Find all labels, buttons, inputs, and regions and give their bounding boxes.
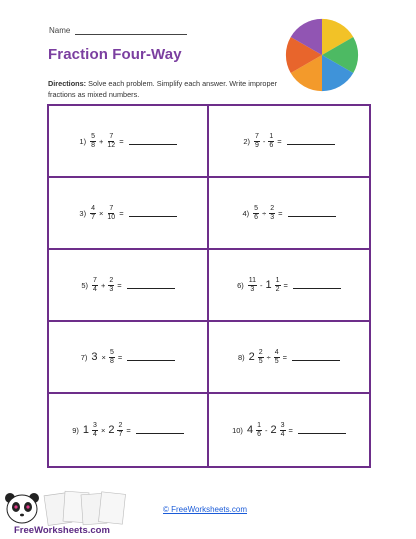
numerator: 7 xyxy=(109,204,114,212)
problem xyxy=(232,422,346,439)
equals-sign: = xyxy=(277,136,282,146)
fraction xyxy=(280,422,286,439)
numerator: 1 xyxy=(275,276,280,284)
operator: × xyxy=(99,208,104,218)
numerator: 4 xyxy=(274,348,279,356)
numerator: 5 xyxy=(91,132,95,140)
problem-number: 2) xyxy=(243,136,250,146)
numerator: 1 xyxy=(257,421,261,429)
problem xyxy=(79,133,176,150)
answer-blank[interactable] xyxy=(293,282,341,289)
fraction xyxy=(248,277,257,294)
fraction xyxy=(117,422,123,439)
fraction xyxy=(274,349,280,366)
problem-number: 1) xyxy=(79,136,87,146)
equals-sign: = xyxy=(288,425,293,435)
denominator: 8 xyxy=(91,141,95,149)
problem-cell xyxy=(49,322,209,394)
problem xyxy=(81,349,175,366)
fraction xyxy=(258,349,264,366)
equals-sign: = xyxy=(117,352,123,362)
equals-sign: = xyxy=(126,425,131,435)
denominator: 7 xyxy=(118,430,123,438)
pie-chart-icon xyxy=(284,17,360,93)
operator: × xyxy=(101,352,106,362)
denominator: 5 xyxy=(274,357,279,365)
equals-sign: = xyxy=(283,280,288,290)
numerator: 7 xyxy=(254,132,259,140)
problem xyxy=(79,205,176,222)
fraction xyxy=(254,133,260,150)
directions-label: Directions: xyxy=(48,79,87,88)
denominator: 10 xyxy=(107,213,116,221)
logo-text: FreeWorksheets.com xyxy=(14,525,110,536)
problem-number: 5) xyxy=(81,280,89,290)
problem-cell xyxy=(209,394,369,466)
denominator: 3 xyxy=(250,285,255,293)
denominator: 3 xyxy=(109,285,114,293)
fraction xyxy=(256,422,262,439)
copyright-link[interactable]: © FreeWorksheets.com xyxy=(163,505,247,514)
operator: ÷ xyxy=(262,208,267,218)
whole-number: 2 xyxy=(248,351,255,363)
denominator: 4 xyxy=(280,430,285,438)
fraction xyxy=(253,205,259,222)
operator: - xyxy=(264,425,268,435)
fraction xyxy=(268,133,274,150)
equals-sign: = xyxy=(119,136,124,146)
numerator: 2 xyxy=(258,348,263,356)
answer-blank[interactable] xyxy=(287,138,335,145)
equals-sign: = xyxy=(278,208,283,218)
directions xyxy=(48,78,288,100)
denominator: 6 xyxy=(269,141,274,149)
answer-blank[interactable] xyxy=(129,138,177,145)
name-underline xyxy=(75,26,187,35)
denominator: 2 xyxy=(275,285,280,293)
name-label: Name xyxy=(49,26,71,35)
equals-sign: = xyxy=(119,208,124,218)
denominator: 12 xyxy=(107,141,116,149)
answer-blank[interactable] xyxy=(127,354,175,361)
whole-number: 2 xyxy=(108,424,115,436)
whole-number: 1 xyxy=(265,279,272,291)
numerator: 1 xyxy=(269,132,274,140)
equals-sign: = xyxy=(117,280,122,290)
problem-number: 6) xyxy=(237,280,244,290)
denominator: 4 xyxy=(93,430,97,438)
operator: - xyxy=(260,280,263,290)
problem-grid xyxy=(47,104,371,468)
operator: + xyxy=(99,136,104,146)
problem-number: 10) xyxy=(232,425,243,435)
problem-cell xyxy=(49,394,209,466)
operator: ÷ xyxy=(266,352,271,362)
answer-blank[interactable] xyxy=(298,427,346,434)
operator: - xyxy=(262,136,266,146)
answer-blank[interactable] xyxy=(136,427,184,434)
answer-blank[interactable] xyxy=(288,210,336,217)
problem-number: 7) xyxy=(80,352,88,362)
problem-cell xyxy=(49,178,209,250)
problem-number: 9) xyxy=(72,425,79,435)
numerator: 11 xyxy=(248,276,257,284)
fraction xyxy=(269,205,275,222)
problem-cell xyxy=(49,250,209,322)
denominator: 6 xyxy=(254,213,259,221)
operator: + xyxy=(100,280,106,290)
name-field xyxy=(49,26,187,35)
worksheet-title: Fraction Four-Way xyxy=(48,46,182,63)
numerator: 7 xyxy=(109,132,114,140)
numerator: 5 xyxy=(254,204,259,212)
problem-number: 8) xyxy=(237,352,245,362)
equals-sign: = xyxy=(282,352,288,362)
numerator: 5 xyxy=(109,348,114,356)
fraction xyxy=(106,133,116,150)
problem xyxy=(243,133,334,150)
problem-cell xyxy=(209,322,369,394)
problem-number: 3) xyxy=(79,208,87,218)
fraction xyxy=(106,205,116,222)
denominator: 7 xyxy=(91,213,95,221)
denominator: 9 xyxy=(254,141,259,149)
denominator: 6 xyxy=(257,430,261,438)
whole-number: 4 xyxy=(246,424,254,436)
numerator: 2 xyxy=(109,276,114,284)
directions-text: Solve each problem. Simplify each answer. Write improper fractions as mixed numbers. xyxy=(48,79,278,99)
fraction xyxy=(92,277,98,294)
answer-blank[interactable] xyxy=(292,354,340,361)
whole-number: 1 xyxy=(82,424,90,436)
numerator: 2 xyxy=(118,421,123,429)
problem xyxy=(81,277,174,294)
problem xyxy=(72,422,184,439)
denominator: 3 xyxy=(270,213,275,221)
problem-cell xyxy=(49,106,209,178)
problem-cell xyxy=(209,178,369,250)
numerator: 4 xyxy=(91,204,95,212)
fraction xyxy=(275,277,281,294)
whole-number: 3 xyxy=(91,351,98,363)
worksheet-thumbnails xyxy=(44,491,125,525)
answer-blank[interactable] xyxy=(129,210,177,217)
problem xyxy=(243,205,336,222)
problem xyxy=(238,349,340,366)
problem-cell xyxy=(209,250,369,322)
fraction xyxy=(92,422,98,439)
problem-number: 4) xyxy=(242,208,250,218)
operator: × xyxy=(100,425,106,435)
whole-number: 2 xyxy=(270,424,277,436)
panda-icon xyxy=(5,493,39,523)
fraction xyxy=(90,205,96,222)
numerator: 3 xyxy=(93,421,97,429)
fraction xyxy=(109,349,115,366)
fraction xyxy=(108,277,114,294)
fraction xyxy=(90,133,96,150)
freeworksheets-logo xyxy=(4,488,164,536)
numerator: 3 xyxy=(280,421,285,429)
problem xyxy=(237,277,341,294)
denominator: 8 xyxy=(109,357,114,365)
answer-blank[interactable] xyxy=(127,282,175,289)
numerator: 2 xyxy=(270,204,275,212)
problem-cell xyxy=(209,106,369,178)
numerator: 7 xyxy=(93,276,97,284)
denominator: 5 xyxy=(258,357,263,365)
denominator: 4 xyxy=(93,285,97,293)
